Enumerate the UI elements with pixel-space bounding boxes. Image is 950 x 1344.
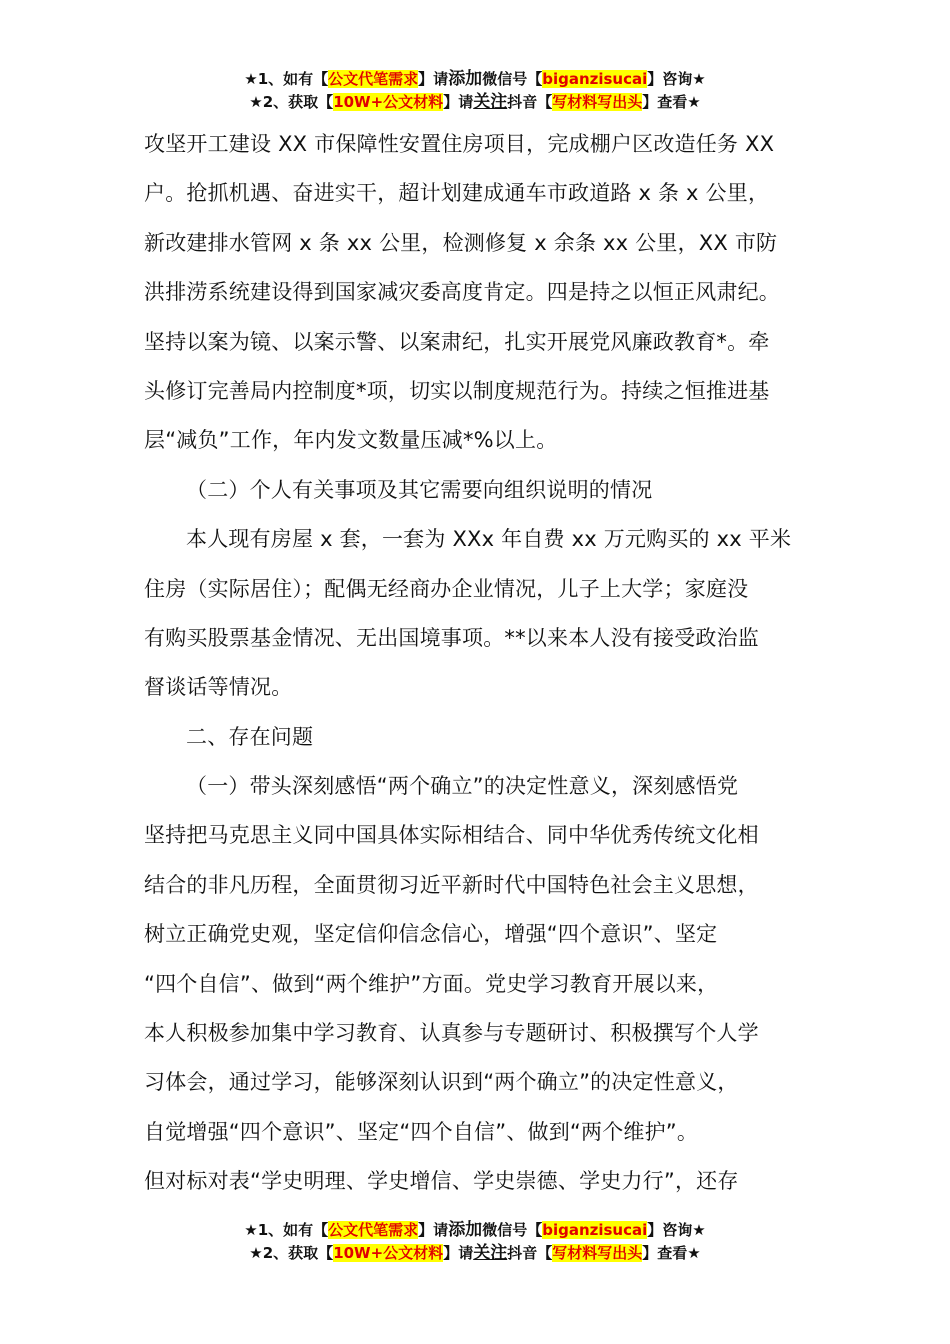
- body-line: 攻坚开工建设 XX 市保障性安置住房项目，完成棚户区改造任务 XX: [144, 132, 775, 156]
- banner-text: 】咨询★: [647, 70, 706, 88]
- body-line: 习体会，通过学习，能够深刻认识到“两个确立”的决定性意义，: [144, 1070, 739, 1095]
- banner-text: 】请: [418, 1221, 449, 1239]
- body-line: 住房（实际居住）；配偶无经商办企业情况，儿子上大学；家庭没: [144, 576, 749, 601]
- body-line: （一）带头深刻感悟“两个确立”的决定性意义，深刻感悟党: [186, 774, 739, 799]
- body-line: 本人现有房屋 x 套，一套为 XXx 年自费 xx 万元购买的 xx 平米: [186, 527, 792, 552]
- body-line: 新改建排水管网 x 条 xx 公里，检测修复 x 余条 xx 公里，XX 市防: [144, 230, 778, 255]
- body-line: 督谈话等情况。: [144, 675, 293, 700]
- body-line: 结合的非凡历程，全面贯彻习近平新时代中国特色社会主义思想，: [144, 872, 759, 897]
- banner-highlight-service: 公文代笔需求: [328, 70, 419, 88]
- banner-text: 微信号【: [482, 1221, 543, 1239]
- body-line: 树立正确党史观，坚定信仰信念信心，增强“四个意识”、坚定: [144, 922, 718, 947]
- banner-highlight-douyin: 写材料写出头: [552, 1244, 643, 1262]
- banner-text: 抖音【: [507, 93, 553, 111]
- banner-text-emphasis: 关注: [473, 92, 508, 112]
- banner-text: ★1、如有【: [244, 70, 329, 88]
- banner-text-emphasis: 添加: [448, 69, 483, 89]
- banner-text: 】查看★: [642, 1244, 701, 1262]
- banner-text: 微信号【: [482, 70, 543, 88]
- banner-line-1: [0, 1219, 950, 1242]
- body-line: 层“减负”工作，年内发文数量压减*%以上。: [144, 428, 558, 453]
- banner-text: ★1、如有【: [244, 1221, 329, 1239]
- banner-line-2: [0, 1242, 950, 1265]
- banner-line-1: [0, 68, 950, 91]
- body-line: 坚持把马克思主义同中国具体实际相结合、同中华优秀传统文化相: [144, 823, 759, 848]
- banner-text: 】请: [443, 1244, 474, 1262]
- body-line: 但对标对表“学史明理、学史增信、学史崇德、学史力行”，还存: [144, 1169, 739, 1194]
- banner-text: 抖音【: [507, 1244, 553, 1262]
- banner-text: 】咨询★: [647, 1221, 706, 1239]
- body-line: 坚持以案为镜、以案示警、以案肃纪，扎实开展党风廉政教育*。牵: [144, 329, 770, 354]
- body-line: 有购买股票基金情况、无出国境事项。**以来本人没有接受政治监: [144, 625, 759, 650]
- body-line: 本人积极参加集中学习教育、认真参与专题研讨、积极撰写个人学: [144, 1021, 759, 1046]
- body-line: “四个自信”、做到“两个维护”方面。党史学习教育开展以来，: [144, 971, 719, 996]
- banner-highlight-wechat-id: biganzisucai: [542, 70, 648, 88]
- banner-text: 】请: [443, 93, 474, 111]
- banner-highlight-wechat-id: biganzisucai: [542, 1221, 648, 1239]
- banner-highlight-materials: 10W+公文材料: [333, 93, 444, 111]
- body-line: 洪排涝系统建设得到国家减灾委高度肯定。四是持之以恒正风肃纪。: [144, 280, 780, 305]
- banner-text: 】查看★: [642, 93, 701, 111]
- banner-line-2: [0, 91, 950, 114]
- section-heading: 二、存在问题: [186, 724, 314, 749]
- body-line: 自觉增强“四个意识”、坚定“四个自信”、做到“两个维护”。: [144, 1119, 699, 1144]
- section-heading: （二）个人有关事项及其它需要向组织说明的情况: [186, 477, 653, 502]
- header-banner: [0, 68, 950, 114]
- banner-highlight-materials: 10W+公文材料: [333, 1244, 444, 1262]
- banner-text-emphasis: 添加: [448, 1220, 483, 1240]
- banner-text: ★2、获取【: [249, 93, 334, 111]
- body-line: 头修订完善局内控制度*项，切实以制度规范行为。持续之恒推进基: [144, 378, 770, 403]
- banner-highlight-service: 公文代笔需求: [328, 1221, 419, 1239]
- footer-banner: [0, 1219, 950, 1265]
- banner-highlight-douyin: 写材料写出头: [552, 93, 643, 111]
- banner-text: ★2、获取【: [249, 1244, 334, 1262]
- body-line: 户。抢抓机遇、奋进实干，超计划建成通车市政道路 x 条 x 公里，: [144, 181, 770, 206]
- document-body: [144, 120, 808, 1207]
- banner-text: 】请: [418, 70, 449, 88]
- banner-text-emphasis: 关注: [473, 1243, 508, 1263]
